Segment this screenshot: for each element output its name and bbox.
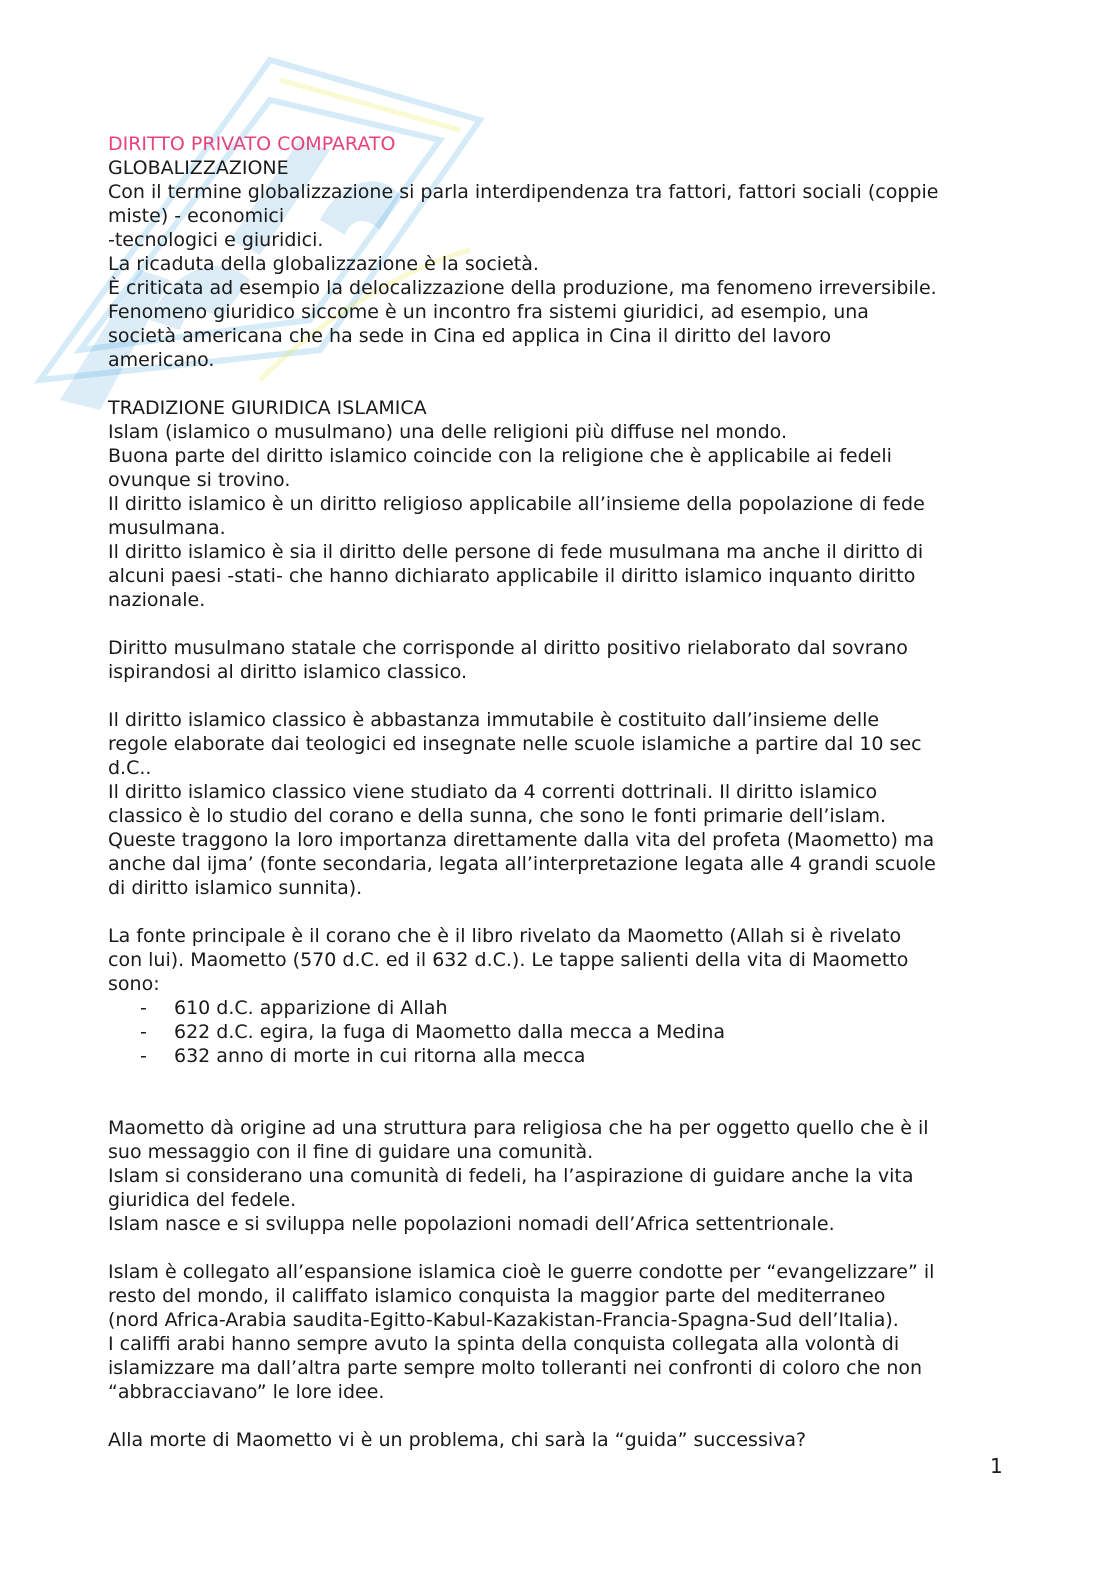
list-item	[108, 1044, 1008, 1068]
page-number: 1	[990, 1454, 1003, 1478]
paragraph	[108, 1116, 1008, 1236]
text-line: La ricaduta della globalizzazione è la società.	[108, 253, 539, 275]
text-line: alcuni paesi -stati- che hanno dichiarato applicabile il diritto islamico inquanto diritto	[108, 565, 916, 587]
text-line: Fenomeno giuridico siccome è un incontro fra sistemi giuridici, ad esempio, una	[108, 301, 869, 323]
text-line: Islam nasce e si sviluppa nelle popolazioni nomadi dell’Africa settentrionale.	[108, 1213, 835, 1235]
text-line: Buona parte del diritto islamico coincide con la religione che è applicabile ai fedeli	[108, 445, 892, 467]
text-line: Alla morte di Maometto vi è un problema, chi sarà la “guida” successiva?	[108, 1429, 807, 1451]
document-title: DIRITTO PRIVATO COMPARATO	[108, 133, 396, 155]
text-line: Islam è collegato all’espansione islamica cioè le guerre condotte per “evangelizzare” il	[108, 1261, 935, 1283]
text-line: musulmana.	[108, 517, 226, 539]
list-item-text: 632 anno di morte in cui ritorna alla mecca	[174, 1045, 586, 1067]
text-line: Maometto dà origine ad una struttura para religiosa che ha per oggetto quello che è il	[108, 1117, 929, 1139]
paragraph	[108, 1260, 1008, 1404]
text-line: È criticata ad esempio la delocalizzazione della produzione, ma fenomeno irreversibile.	[108, 277, 937, 299]
paragraph	[108, 1428, 1008, 1452]
timeline-list	[108, 996, 1008, 1068]
text-line: suo messaggio con il fine di guidare una comunità.	[108, 1141, 594, 1163]
section-heading: TRADIZIONE GIURIDICA ISLAMICA	[108, 397, 427, 419]
list-item-text: 622 d.C. egira, la fuga di Maometto dalla mecca a Medina	[174, 1021, 726, 1043]
bullet-dash: -	[140, 1021, 147, 1043]
text-line: Il diritto islamico è un diritto religioso applicabile all’insieme della popolazione di fede	[108, 493, 925, 515]
text-line: giuridica del fedele.	[108, 1189, 297, 1211]
paragraph	[108, 636, 1008, 684]
text-line: Con il termine globalizzazione si parla interdipendenza tra fattori, fattori sociali (coppie	[108, 181, 939, 203]
section-tradizione-islamica	[108, 396, 1008, 612]
text-line: La fonte principale è il corano che è il libro rivelato da Maometto (Allah si è rivelato	[108, 925, 902, 947]
text-line: miste) - economici	[108, 205, 285, 227]
text-line: regole elaborate dai teologici ed insegnate nelle scuole islamiche a partire dal 10 sec	[108, 733, 922, 755]
text-line: -tecnologici e giuridici.	[108, 229, 324, 251]
text-line: Islam si considerano una comunità di fedeli, ha l’aspirazione di guidare anche la vita	[108, 1165, 914, 1187]
section-heading: GLOBALIZZAZIONE	[108, 157, 289, 179]
list-item	[108, 996, 1008, 1020]
paragraph	[108, 708, 1008, 900]
text-line: classico è lo studio del corano e della sunna, che sono le fonti primarie dell’islam.	[108, 805, 887, 827]
text-line: ovunque si trovino.	[108, 469, 291, 491]
text-line: anche dal ijma’ (fonte secondaria, legata all’interpretazione legata alle 4 grandi scuole	[108, 853, 936, 875]
section-globalizzazione	[108, 156, 1008, 372]
list-item-text: 610 d.C. apparizione di Allah	[174, 997, 448, 1019]
text-line: Il diritto islamico classico viene studiato da 4 correnti dottrinali. Il diritto islamico	[108, 781, 878, 803]
text-line: ispirandosi al diritto islamico classico.	[108, 661, 468, 683]
text-line: Il diritto islamico è sia il diritto delle persone di fede musulmana ma anche il diritto di	[108, 541, 924, 563]
text-line: “abbracciavano” le lore idee.	[108, 1381, 385, 1403]
text-line: I califfi arabi hanno sempre avuto la spinta della conquista collegata alla volontà di	[108, 1333, 900, 1355]
text-line: Diritto musulmano statale che corrisponde al diritto positivo rielaborato dal sovrano	[108, 637, 908, 659]
text-line: Queste traggono la loro importanza direttamente dalla vita del profeta (Maometto) ma	[108, 829, 935, 851]
text-line: (nord Africa-Arabia saudita-Egitto-Kabul-Kazakistan-Francia-Spagna-Sud dell’Italia).	[108, 1309, 899, 1331]
text-line: sono:	[108, 973, 160, 995]
document-body	[108, 132, 1008, 1452]
text-line: società americana che ha sede in Cina ed applica in Cina il diritto del lavoro	[108, 325, 832, 347]
text-line: Il diritto islamico classico è abbastanza immutabile è costituito dall’insieme delle	[108, 709, 880, 731]
text-line: di diritto islamico sunnita).	[108, 877, 363, 899]
text-line: nazionale.	[108, 589, 206, 611]
bullet-dash: -	[140, 1045, 147, 1067]
paragraph	[108, 924, 1008, 996]
text-line: Islam (islamico o musulmano) una delle religioni più diffuse nel mondo.	[108, 421, 787, 443]
text-line: con lui). Maometto (570 d.C. ed il 632 d.C.). Le tappe salienti della vita di Maometto	[108, 949, 909, 971]
text-line: resto del mondo, il califfato islamico conquista la maggior parte del mediterraneo	[108, 1285, 886, 1307]
text-line: d.C..	[108, 757, 152, 779]
list-item	[108, 1020, 1008, 1044]
text-line: americano.	[108, 349, 215, 371]
bullet-dash: -	[140, 997, 147, 1019]
text-line: islamizzare ma dall’altra parte sempre molto tolleranti nei confronti di coloro che non	[108, 1357, 923, 1379]
